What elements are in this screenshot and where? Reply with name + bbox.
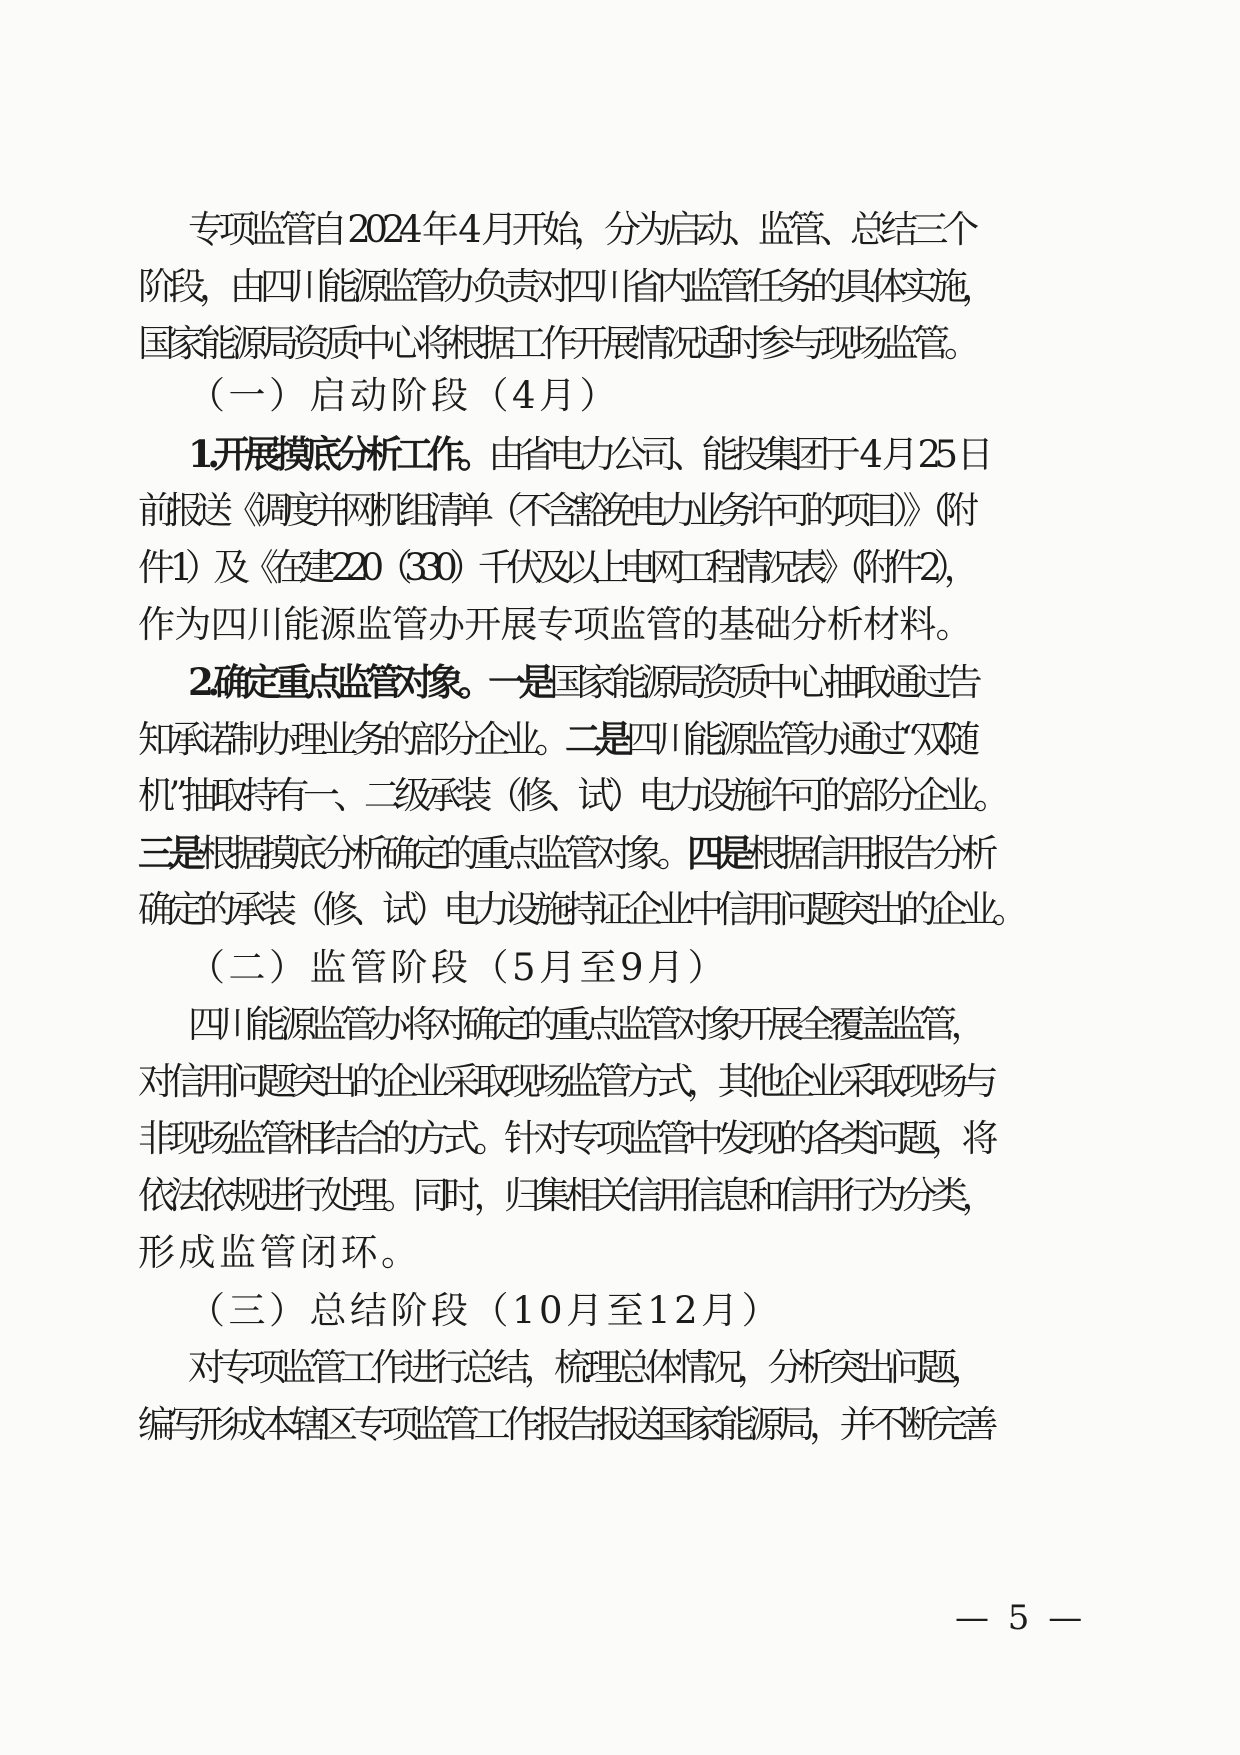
point-2-label: 二是 xyxy=(565,717,626,761)
para-5-line-1: 对专项监管工作进行总结，梳理总体情况，分析突出问题， xyxy=(188,1346,981,1389)
para-2-line-2: 前报送《调度并网机组清单（不含豁免电力业务许可的项目）》（附 xyxy=(138,489,971,532)
section-heading-1: （一）启动阶段（4月） xyxy=(188,374,621,417)
item-2-title: 2.确定重点监管对象。 xyxy=(188,660,489,704)
para-3-line-2 xyxy=(138,717,974,762)
para-3-line-3: 机”抽取持有一、二级承装（修、试）电力设施许可的部分企业。 xyxy=(138,774,1005,817)
para-1-line-2: 阶段，由四川能源监管办负责对四川省内监管任务的具体实施， xyxy=(138,265,992,308)
section-heading-2: （二）监管阶段（5月至9月） xyxy=(188,946,729,989)
para-3-line-1 xyxy=(188,660,976,705)
para-1-line-1: 专项监管自 2024 年 4 月开始，分为启动、监管、总结三个 xyxy=(188,208,973,251)
para-4-line-5: 形成监管闭环。 xyxy=(138,1231,422,1274)
item-1-title: 1.开展摸底分析工作。 xyxy=(188,432,489,476)
para-2-line-3: 件 1）及《在建 220（330）千伏及以上电网工程情况表》（附件 2）， xyxy=(138,546,973,589)
point-1-label: 一是 xyxy=(488,660,550,704)
point-3-label: 三是 xyxy=(138,831,199,875)
para-3-line-4-text-c: 根据信用报告分析 xyxy=(748,832,992,875)
point-4-label: 四是 xyxy=(687,831,748,875)
page-number: — 5 — xyxy=(955,1598,1087,1638)
para-2-line-1-text: 由省电力公司、能投集团于 4 月 25 日 xyxy=(488,433,988,476)
section-heading-3: （三）总结阶段（10月至12月） xyxy=(188,1289,783,1332)
para-4-line-4: 依法依规进行处理。同时，归集相关信用信息和信用行为分类， xyxy=(138,1174,992,1217)
para-3-line-4-text-a: 根据摸底分析确定的重点监管对象。 xyxy=(199,832,687,875)
para-3-line-2-text-c: 四川能源监管办通过“双随 xyxy=(626,718,974,761)
para-5-line-2: 编写形成本辖区专项监管工作报告报送国家能源局，并不断完善 xyxy=(138,1403,992,1446)
para-2-line-1 xyxy=(188,432,987,477)
para-3-line-1-text: 国家能源局资质中心抽取通过告 xyxy=(549,661,977,704)
para-2-line-4: 作为四川能源监管办开展专项监管的基础分析材料。 xyxy=(138,603,972,646)
para-4-line-2: 对信用问题突出的企业采取现场监管方式，其他企业采取现场与 xyxy=(138,1060,992,1103)
para-4-line-1: 四川能源监管办将对确定的重点监管对象开展全覆盖监管， xyxy=(188,1003,981,1046)
para-4-line-3: 非现场监管相结合的方式。针对专项监管中发现的各类问题，将 xyxy=(138,1117,992,1160)
para-3-line-5: 确定的承装（修、试）电力设施持证企业中信用问题突出的企业。 xyxy=(138,888,1023,931)
para-1-line-3: 国家能源局资质中心将根据工作开展情况适时参与现场监管。 xyxy=(138,322,975,365)
para-3-line-4 xyxy=(138,831,992,876)
para-3-line-2-text-a: 知承诺制办理业务的部分企业。 xyxy=(138,718,565,761)
